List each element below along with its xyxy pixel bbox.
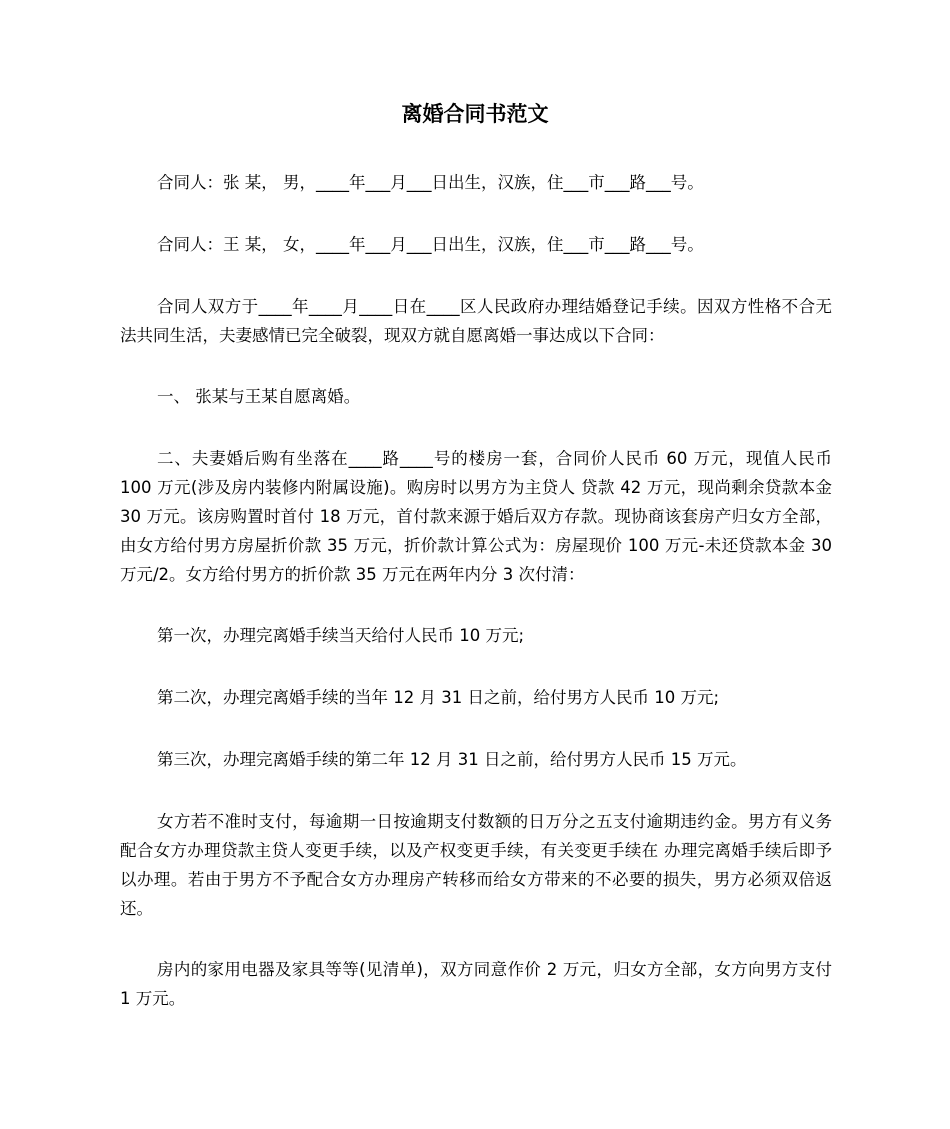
paragraph-payment-1: 第一次，办理完离婚手续当天给付人民币 10 万元;: [157, 626, 525, 645]
paragraph-late-payment: 女方若不准时支付，每逾期一日按逾期支付数额的日万分之五支付逾期违约金。男方有义务配合女方办理贷款主贷人变更手续，以及产权变更手续，有关变更手续在 办理完离婚手续后即予以办理。若由于男方不予配合女方办理房产转移而给女方带来的不必要的损失，男方必须双倍返还。: [120, 812, 832, 918]
paragraph-preamble: 合同人双方于____年____月____日在____区人民政府办理结婚登记手续。因双方性格不合无法共同生活，夫妻感情已完全破裂，现双方就自愿离婚一事达成以下合同：: [120, 297, 832, 345]
paragraph-party-a: 合同人：张 某， 男，____年___月___日出生，汉族，住___市___路___号。: [157, 173, 704, 192]
document-title: 离婚合同书范文: [401, 102, 549, 126]
paragraph-party-b: 合同人：王 某， 女，____年___月___日出生，汉族，住___市___路___号。: [157, 235, 704, 254]
paragraph-clause-2: 二、夫妻婚后购有坐落在____路____号的楼房一套，合同价人民币 60 万元，现值人民币 100 万元(涉及房内装修内附属设施)。购房时以男方为主贷人 贷款 42 万元，现尚剩余贷款本金 30 万元。该房购置时首付 18 万元，首付款来源于婚后双方存款。现协商该套房产归女方全部，由女方给付男方房屋折价款 35 万元，折价款计算公式为：房屋现价 100 万元-未还贷款本金 30 万元/2。女方给付男方的折价款 35 万元在两年内分 3 次付清：: [120, 449, 832, 584]
paragraph-clause-1: 一、 张某与王某自愿离婚。: [157, 387, 361, 406]
paragraph-payment-2: 第二次，办理完离婚手续的当年 12 月 31 日之前，给付男方人民币 10 万元;: [157, 688, 720, 707]
paragraph-furniture: 房内的家用电器及家具等等(见清单)，双方同意作价 2 万元，归女方全部，女方向男方支付 1 万元。: [120, 960, 832, 1008]
paragraph-payment-3: 第三次，办理完离婚手续的第二年 12 月 31 日之前，给付男方人民币 15 万元。: [157, 750, 747, 769]
